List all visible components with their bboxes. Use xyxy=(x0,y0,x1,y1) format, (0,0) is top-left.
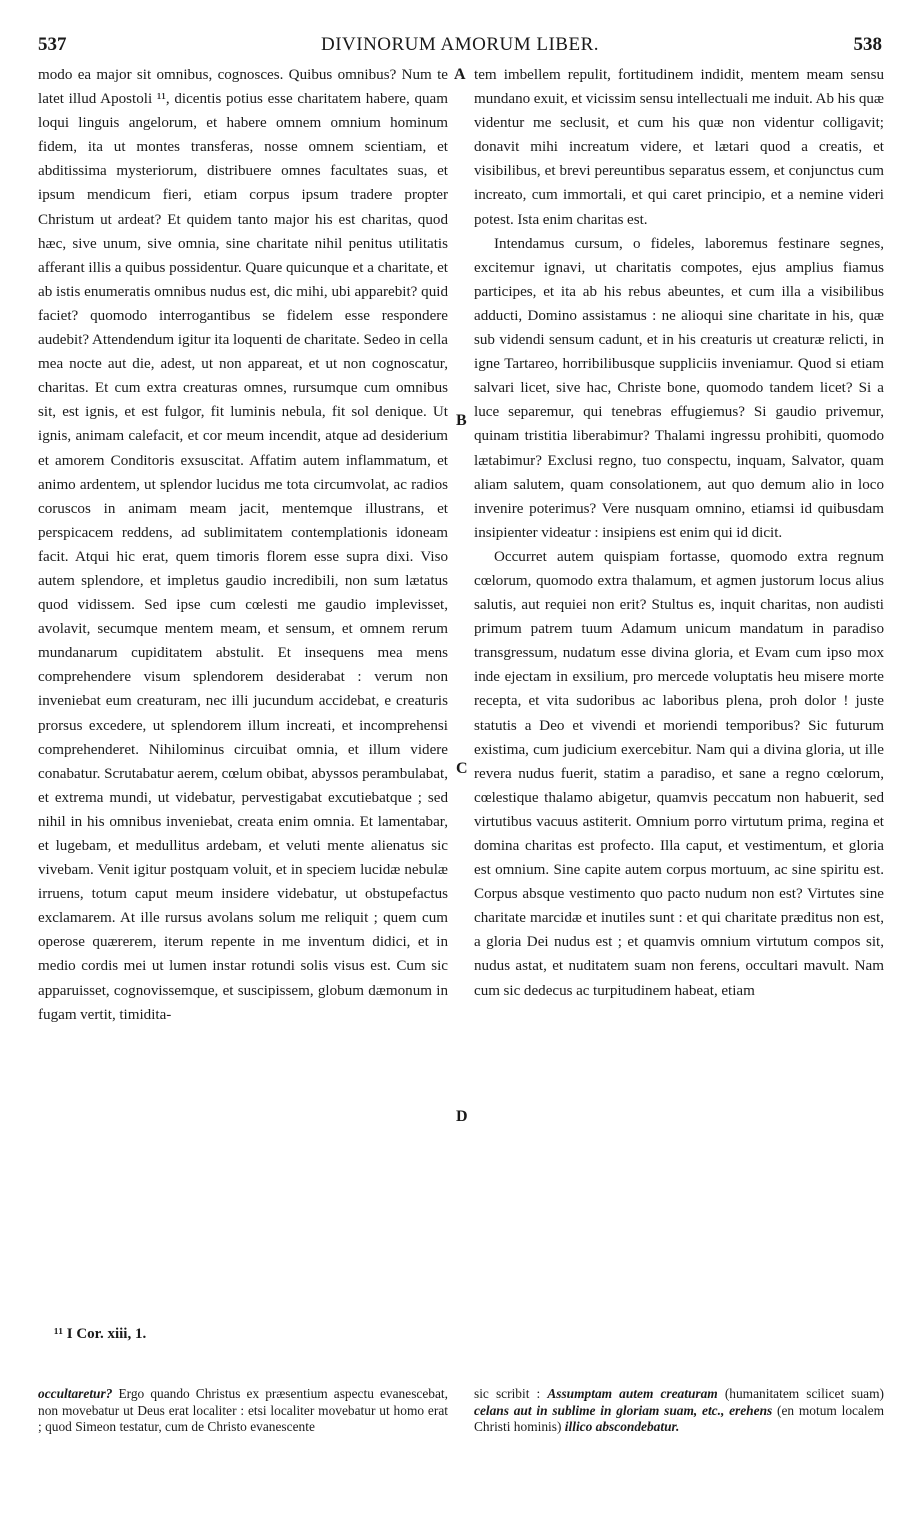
left-column-paragraph: modo ea major sit omnibus, cognosces. Quibus omnibus? Num te latet illud Apostoli ¹¹, dicentis potius esse charitatem habere, quam loqui linguis angelorum, et habere omnem omnium hominum fidem, ita ut montes transferas, nosse omnem scientiam, et abditissima mysteriorum, distribuere omnes facultates suas, et ipsum mendicum fieri, etiam corpus ipsum tradere propter Christum ut ardeat? Et quidem tanto major his est charitas, quod hæc, sive unum, sive omnia, sine charitate nihil penitus utilitatis afferant illis a quibus possidentur. Quare quicunque et a charitate, et ab istis enumeratis omnibus nudus est, dic mihi, ubi apparebit? quid faciet? quomodo interrogantibus se fidelem esse respondere audebit? Attendendum igitur ita loquenti de charitate. Sedeo in cella mea nocte aut die, adest, ut non appareat, et ut non cognoscatur, charitas. Et cum extra creaturas omnes, rursumque cum omnibus sit, est ignis, et est fulgor, fit luminis nebula, fit sol denique. Ut ignis, animam calefacit, et cor meum incendit, atque ad desiderium et amorem Conditoris exsuscitat. Affatim autem inflammatum, et animo ardentem, ut splendor lucidus me tota circumvolat, ac radios coruscos in animam meam jacit, mentemque illustrans, et perspicacem reddens, ad sublimitatem contemplationis idoneam facit. Atqui hic erat, quem timoris florem esse supra dixi. Viso autem splendore, et impletus gaudio incredibili, non sum lætatus quod vidissem. Sed ipse cum cœlesti me gaudio implevisset, avolavit, secumque mentem meam, et sensum, et omnem rerum mundanarum cupiditatem abstulit. Et insequens mea mens comprehendere visum splendorem desiderabat : verum non inveniebat eum creaturam, nec illi jucundum accidebat, e creaturis prorsus excedere, ut splendorem illum increati, et incomprehensi comprehenderet. Nihilominus circuibat omnia, et illum videre conabatur. Scrutabatur aerem, cœlum obibat, abyssos perambulabat, et extrema mundi, ut videbatur, pervestigabat excutiebatque ; sed nihil in his omnibus inveniebat, creata enim omnia. Et lamentabar, et lugebam, et medullitus ardebam, et veluti mente alienatus sic vivebam. Venit igitur postquam voluit, et in speciem lucidæ nebulæ irruens, totum caput meum insidere videbatur, ut obstupefactus exclamarem. At ille rursus avolans solum me reliquit ; quem cum operose quærerem, iterum repente in me inventum didici, et in medio cordis mei ut lumen instar rotundi solis visus est. Cum sic apparuisset, cognovissemque, et suscipissem, globum dæmonum in fugam vertit, timidita- xyxy=(38,67,448,1023)
note-right-text xyxy=(474,1386,884,1436)
page-number-left: 537 xyxy=(38,34,67,55)
note-right-text-3: (en motum localem Christi hominis) xyxy=(474,1402,884,1435)
right-column xyxy=(474,63,884,1003)
note-right-italic-2: celans aut in sublime in gloriam suam, etc., erehens xyxy=(474,1402,773,1418)
section-marker-d: D xyxy=(456,1108,468,1125)
note-right xyxy=(474,1386,884,1436)
section-marker-c: C xyxy=(456,760,468,777)
right-column-paragraph-2: Intendamus cursum, o fideles, laboremus festinare segnes, excitemur ignavi, ut charitatis compotes, ejus amplius fiamus participes, et ita ab his rebus abeuntes, et cum illa a visibilibus adducti, Domino assistamus : ne alioqui sine charitate in his, quæ sub videndi sensum cadunt, et in his creaturis ut creaturæ relicti, in igne Tartareo, horribilibusque suppliciis inveniamur. Quod si etiam salvari licet, sive hac, Christe bone, quomodo tandem licet? Si a luce separemur, qui tenebras effugiemus? Si gaudio privemur, quinam tristitia liberabimur? Thalami ingressu prohibiti, quomodo lætabimur? Exclusi regno, tuo conspectu, inquam, Salvator, quam aliam salutem, quam consolationem, aut quo demum alio in loco invenire poterimus? Vere nusquam omnino, etiamsi id quibusdam insipienter videatur : insipiens est enim qui id dicit. xyxy=(474,235,884,541)
section-marker-a: A xyxy=(454,66,466,83)
note-right-italic-1: Assumptam autem creaturam xyxy=(547,1386,718,1401)
note-right-italic-3: illico abscondebatur. xyxy=(564,1419,680,1435)
right-column-paragraph-1: tem imbellem repulit, fortitudinem indidit, mentem meam sensu mundano exuit, et vicissim sensu intellectuali me induit. Ab his quæ videntur me seclusit, et cum his quæ non videntur colligavit; donavit mihi increatum videre, et lætari quod a creatis, et visibilibus, et brevi pereuntibus separatus essem, et conjunctus cum increato, cum immortali, et qui caret principio, et a nemine videri potest. Ista enim charitas est. xyxy=(474,67,884,228)
note-left xyxy=(38,1386,448,1436)
note-right-text-2: (humanitatem scilicet suam) xyxy=(717,1386,884,1401)
footnote: ¹¹ I Cor. xiii, 1. xyxy=(54,1326,147,1342)
note-left-text xyxy=(38,1386,448,1436)
page-number-right: 538 xyxy=(853,34,882,55)
note-left-italic-1: occultaretur? xyxy=(38,1386,113,1401)
note-left-text-1: Ergo quando Christus ex præsentium aspectu evanescebat, non movebatur ut Deus erat localiter : etsi localiter movebatur ut homo erat ; quod Simeon testatur, cum de Christo evanescente xyxy=(38,1386,448,1435)
right-column-paragraph-3: Occurret autem quispiam fortasse, quomodo extra regnum cœlorum, quomodo extra thalamum, et agmen justorum locus alius salutis, aut requiei non erit? Stultus es, inquit charitas, non audisti primum patrem tuum Adamum unicum mandatum in paradiso transgressum, nudatum esse divina gloria, et Evam cum ipso mox inde ejectam in exsilium, pro mercede voluptatis heu misere morte recepta, et vita sudoribus ac laboribus plena, proh dolor ! juste statutis a Deo et vivendi et moriendi temporibus? Sic futurum existima, cum judicium exercebitur. Nam qui a divina gloria, ut ille revera nudus fuerit, statim a paradiso, et sane a regno cœlorum, cœlestique thalamo abigetur, quamvis peccatum non habuerit, sed virtutibus vacuus astiterit. Omnium porro virtutum prima, regina et domina charitas est profecto. Illa caput, et vestimentum, et gloria est omnium. Sine capite autem corpus mortuum, ac sine spiritu est. Corpus absque vestimento quo pacto nudum non est? Virtutes sine charitate marcidæ et inutiles sunt : et qui charitate præditus non est, a gloria Dei nudus est ; et quamvis omnium virtutum compos sit, nudus astat, et nuditatem suam non ferens, occultari mavult. Nam cum sic dedecus ac turpitudinem habeat, etiam xyxy=(474,548,884,999)
note-right-text-1: sic scribit : xyxy=(474,1386,548,1401)
running-title: DIVINORUM AMORUM LIBER. xyxy=(320,34,600,55)
section-marker-b: B xyxy=(456,412,467,429)
page-header xyxy=(38,34,882,60)
left-column xyxy=(38,63,448,1027)
